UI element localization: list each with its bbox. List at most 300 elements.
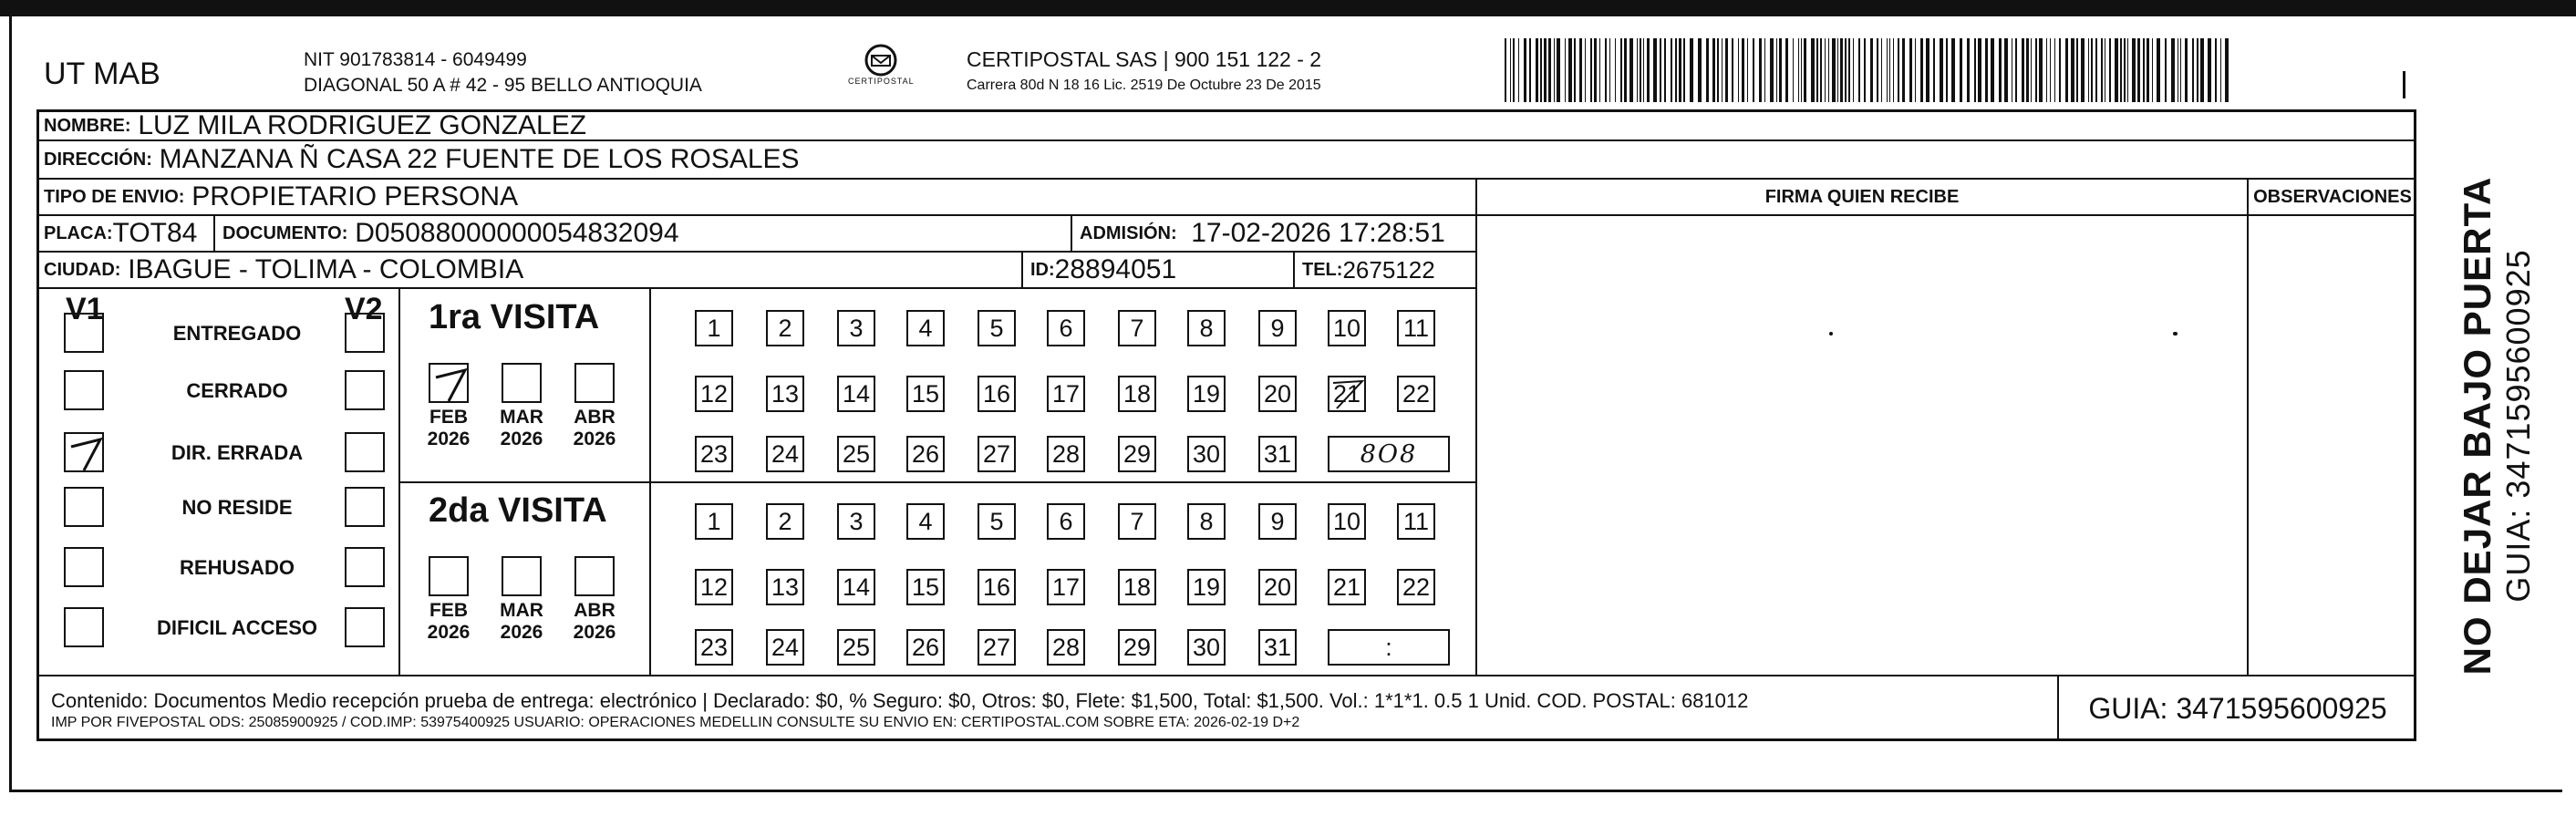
day-number: 6 bbox=[1059, 507, 1073, 535]
v2-checkbox[interactable] bbox=[345, 432, 385, 472]
day-box[interactable] bbox=[1258, 569, 1297, 605]
barcode-bar bbox=[1615, 38, 1616, 102]
day-box[interactable] bbox=[1397, 310, 1435, 346]
barcode-bar bbox=[1647, 38, 1650, 102]
day-number: 25 bbox=[842, 633, 871, 661]
day-number: 27 bbox=[982, 633, 1011, 661]
day-number: 28 bbox=[1051, 439, 1081, 468]
day-box[interactable] bbox=[766, 376, 804, 412]
month-name: ABR bbox=[574, 600, 616, 621]
barcode-bar bbox=[1845, 38, 1847, 102]
row-placa bbox=[36, 216, 1477, 253]
day-number: 24 bbox=[771, 439, 800, 468]
barcode-bar bbox=[1933, 38, 1935, 102]
day-box[interactable] bbox=[906, 629, 945, 666]
day-box[interactable] bbox=[1118, 503, 1156, 540]
day-box[interactable] bbox=[1118, 310, 1156, 346]
barcode-bar bbox=[2081, 38, 2085, 102]
barcode-bar bbox=[1985, 38, 1988, 102]
day-number: 2 bbox=[778, 507, 792, 535]
firma-divider bbox=[1475, 180, 1477, 676]
day-box[interactable] bbox=[1258, 503, 1297, 540]
day-number: 12 bbox=[699, 573, 729, 601]
day-number: 2 bbox=[778, 314, 792, 342]
documento-label: DOCUMENTO: bbox=[222, 222, 348, 243]
month-checkbox[interactable] bbox=[429, 556, 469, 596]
day-number: 31 bbox=[1263, 633, 1292, 661]
row-ciudad bbox=[36, 253, 1477, 289]
side-text bbox=[2456, 176, 2538, 675]
tel-cell bbox=[1295, 253, 1477, 287]
barcode-bar bbox=[1557, 38, 1560, 102]
barcode-bar bbox=[2157, 38, 2160, 102]
check-mark-icon bbox=[430, 365, 471, 405]
row-tipo bbox=[36, 180, 2416, 216]
check-mark-icon bbox=[1329, 377, 1368, 414]
barcode-bar bbox=[2059, 38, 2061, 102]
address-line: DIAGONAL 50 A # 42 - 95 BELLO ANTIOQUIA bbox=[304, 75, 702, 96]
firma-dot bbox=[1829, 332, 1833, 336]
barcode-bar bbox=[1804, 38, 1806, 102]
barcode-bar bbox=[1877, 38, 1878, 102]
month-label bbox=[494, 407, 549, 450]
barcode-bar bbox=[1554, 38, 1555, 102]
barcode-bar bbox=[1738, 38, 1739, 102]
barcode-bar bbox=[1753, 38, 1754, 102]
day-number: 5 bbox=[989, 507, 1004, 535]
day-number: 11 bbox=[1402, 314, 1430, 342]
day-box[interactable] bbox=[1187, 569, 1226, 605]
barcode-bar bbox=[1940, 38, 1943, 102]
barcode-bar bbox=[1548, 38, 1551, 102]
day-box[interactable] bbox=[1328, 376, 1366, 412]
admision-label: ADMISIÓN: bbox=[1080, 222, 1177, 243]
month-checkbox[interactable] bbox=[502, 556, 542, 596]
barcode-bar bbox=[1599, 38, 1600, 102]
nombre-label: NOMBRE: bbox=[44, 115, 131, 136]
observaciones-dot bbox=[2173, 332, 2178, 336]
barcode-bar bbox=[1513, 38, 1515, 102]
status-label: DIFICIL ACCESO bbox=[156, 616, 317, 639]
day-number: 13 bbox=[771, 379, 800, 408]
day-number: 26 bbox=[911, 633, 940, 661]
barcode-bar bbox=[1785, 38, 1788, 102]
day-number: 23 bbox=[699, 633, 729, 661]
barcode-bar bbox=[2220, 38, 2221, 102]
day-box[interactable] bbox=[906, 436, 945, 472]
month-label bbox=[421, 407, 476, 450]
day-number: 11 bbox=[1402, 507, 1430, 535]
v2-checkbox[interactable] bbox=[345, 370, 385, 410]
placa-label: PLACA: bbox=[44, 222, 113, 243]
day-box[interactable] bbox=[1047, 503, 1085, 540]
day-box[interactable] bbox=[695, 629, 733, 666]
barcode-bar bbox=[2215, 38, 2217, 102]
day-number: 29 bbox=[1122, 439, 1152, 468]
day-box[interactable] bbox=[837, 310, 875, 346]
day-number: 1 bbox=[707, 507, 721, 535]
barcode-bar bbox=[1675, 38, 1677, 102]
visit-title: 2da VISITA bbox=[429, 491, 607, 530]
month-name: MAR bbox=[500, 407, 543, 428]
barcode-bar bbox=[1793, 38, 1794, 102]
v2-checkbox[interactable] bbox=[345, 313, 385, 353]
day-number: 1 bbox=[707, 314, 721, 342]
day-box[interactable] bbox=[978, 503, 1016, 540]
day-number: 15 bbox=[911, 573, 940, 601]
day-box[interactable] bbox=[766, 503, 804, 540]
barcode-bar bbox=[1848, 38, 1850, 102]
sender-info bbox=[304, 47, 702, 98]
barcode-bar bbox=[2095, 38, 2097, 102]
day-box[interactable] bbox=[1397, 569, 1435, 605]
admision-value: 17-02-2026 17:28:51 bbox=[1191, 218, 1445, 248]
day-box[interactable] bbox=[695, 569, 733, 605]
day-box[interactable] bbox=[695, 503, 733, 540]
barcode-bar bbox=[2046, 38, 2047, 102]
day-number: 8 bbox=[1199, 507, 1214, 535]
barcode-bar bbox=[1518, 38, 1519, 102]
barcode-bar bbox=[2137, 38, 2140, 102]
barcode-bar bbox=[1637, 38, 1638, 102]
barcode-bar bbox=[2054, 38, 2055, 102]
day-box[interactable] bbox=[1397, 376, 1435, 412]
direccion-label: DIRECCIÓN: bbox=[44, 149, 152, 170]
row-nombre bbox=[36, 112, 2416, 141]
barcode-bar bbox=[1660, 38, 1661, 102]
day-number: 17 bbox=[1051, 379, 1081, 408]
barcode-bar bbox=[1679, 38, 1681, 102]
status-label: NO RESIDE bbox=[181, 496, 293, 519]
barcode-bar bbox=[1801, 38, 1802, 102]
day-box[interactable] bbox=[837, 503, 875, 540]
day-box[interactable] bbox=[1047, 629, 1085, 666]
id-label: ID: bbox=[1030, 259, 1055, 280]
day-box[interactable] bbox=[978, 376, 1016, 412]
barcode-bar bbox=[1840, 38, 1843, 102]
barcode-bar bbox=[2208, 38, 2211, 102]
day-number: 7 bbox=[1130, 507, 1144, 535]
barcode-bar bbox=[2050, 38, 2051, 102]
day-number: 31 bbox=[1263, 439, 1292, 468]
day-box[interactable] bbox=[1118, 436, 1156, 472]
v1-header: V1 bbox=[66, 292, 104, 326]
day-box[interactable] bbox=[1258, 436, 1297, 472]
day-box[interactable] bbox=[1118, 569, 1156, 605]
admision-cell bbox=[1072, 216, 1477, 251]
time-box[interactable] bbox=[1328, 629, 1450, 666]
day-box[interactable] bbox=[1047, 569, 1085, 605]
day-number: 18 bbox=[1122, 573, 1152, 601]
barcode-bar bbox=[1811, 38, 1815, 102]
envelope-logo-icon bbox=[863, 44, 899, 77]
v1-checkbox[interactable] bbox=[64, 370, 104, 410]
month-checkbox[interactable] bbox=[502, 363, 542, 403]
barcode-bar bbox=[2132, 38, 2136, 102]
barcode-bar bbox=[1594, 38, 1597, 102]
barcode-bar bbox=[1671, 38, 1672, 102]
barcode-bar bbox=[1776, 38, 1777, 102]
day-number: 3 bbox=[849, 314, 864, 342]
day-box[interactable] bbox=[978, 310, 1016, 346]
tel-value: 2675122 bbox=[1342, 255, 1435, 284]
month-year: 2026 bbox=[500, 622, 543, 643]
barcode-bar bbox=[1585, 38, 1586, 102]
day-box[interactable] bbox=[978, 569, 1016, 605]
month-year: 2026 bbox=[500, 428, 543, 449]
day-number: 25 bbox=[842, 439, 871, 468]
barcode-bar bbox=[1568, 38, 1572, 102]
day-box[interactable] bbox=[1118, 376, 1156, 412]
barcode-bar bbox=[2088, 38, 2089, 102]
tipo-label: TIPO DE ENVIO: bbox=[44, 186, 185, 207]
obs-divider bbox=[2247, 180, 2249, 676]
day-box[interactable] bbox=[766, 569, 804, 605]
day-box[interactable] bbox=[766, 629, 804, 666]
month-year: 2026 bbox=[427, 428, 471, 449]
day-box[interactable] bbox=[1187, 436, 1226, 472]
side-panel bbox=[2416, 109, 2576, 741]
day-number: 16 bbox=[982, 379, 1011, 408]
month-checkbox[interactable] bbox=[574, 363, 615, 403]
barcode-bar bbox=[1640, 38, 1641, 102]
day-box[interactable] bbox=[837, 436, 875, 472]
top-border bbox=[0, 0, 2576, 16]
day-box[interactable] bbox=[906, 376, 945, 412]
id-cell bbox=[1023, 253, 1295, 287]
day-number: 24 bbox=[771, 633, 800, 661]
route-code: UT MAB bbox=[44, 57, 160, 91]
id-value: 28894051 bbox=[1054, 254, 1177, 284]
barcode-bar bbox=[1529, 38, 1531, 102]
tel-label: TEL: bbox=[1302, 259, 1343, 280]
barcode-bar bbox=[1565, 38, 1566, 102]
day-box[interactable] bbox=[837, 569, 875, 605]
day-box[interactable] bbox=[978, 436, 1016, 472]
day-box[interactable] bbox=[1187, 376, 1226, 412]
barcode-bar bbox=[1946, 38, 1948, 102]
side-guia-text: GUIA: 3471595600925 bbox=[2498, 248, 2537, 603]
direccion-value: MANZANA Ñ CASA 22 FUENTE DE LOS ROSALES bbox=[159, 144, 800, 174]
barcode-bar bbox=[1902, 38, 1905, 102]
day-box[interactable] bbox=[906, 503, 945, 540]
day-number: 21 bbox=[1332, 573, 1361, 601]
carrier-line: CERTIPOSTAL SAS | 900 151 122 - 2 bbox=[967, 47, 1322, 71]
barcode-bar bbox=[1712, 38, 1715, 102]
day-box[interactable] bbox=[1187, 310, 1226, 346]
day-number: 26 bbox=[911, 439, 940, 468]
barcode-bar bbox=[1579, 38, 1582, 102]
barcode-bar bbox=[1536, 38, 1538, 102]
month-label bbox=[567, 600, 622, 644]
barcode-bar bbox=[1798, 38, 1799, 102]
day-box[interactable] bbox=[1328, 310, 1366, 346]
barcode-bar bbox=[1524, 38, 1526, 102]
day-number: 4 bbox=[918, 314, 933, 342]
month-name: MAR bbox=[500, 600, 543, 621]
day-number: 10 bbox=[1332, 507, 1361, 535]
barcode-bar bbox=[2120, 38, 2122, 102]
barcode-bar bbox=[2091, 38, 2093, 102]
day-box[interactable] bbox=[695, 310, 733, 346]
barcode-bar bbox=[2031, 38, 2032, 102]
barcode-bar bbox=[1605, 38, 1607, 102]
day-number: 22 bbox=[1402, 379, 1431, 408]
barcode-bar bbox=[2076, 38, 2078, 102]
barcode-bar bbox=[1643, 38, 1644, 102]
barcode-bar bbox=[1999, 38, 2002, 102]
barcode-bar bbox=[1864, 38, 1866, 102]
month-checkbox[interactable] bbox=[574, 556, 615, 596]
day-box[interactable] bbox=[906, 569, 945, 605]
month-name: FEB bbox=[429, 407, 468, 428]
day-number: 15 bbox=[911, 379, 940, 408]
day-box[interactable] bbox=[1397, 503, 1435, 540]
logo-text: CERTIPOSTAL bbox=[848, 77, 915, 86]
ciudad-label: CIUDAD: bbox=[44, 259, 121, 280]
day-box[interactable] bbox=[1047, 376, 1085, 412]
barcode-bar bbox=[1825, 38, 1826, 102]
barcode-bar bbox=[2124, 38, 2126, 102]
month-year: 2026 bbox=[573, 428, 616, 449]
day-number: 30 bbox=[1192, 439, 1221, 468]
barcode-bar bbox=[2127, 38, 2128, 102]
month-label bbox=[567, 407, 622, 450]
v2-checkbox[interactable] bbox=[345, 487, 385, 527]
barcode-bar bbox=[1893, 38, 1894, 102]
barcode-bar bbox=[2152, 38, 2153, 102]
day-number: 18 bbox=[1122, 379, 1152, 408]
barcode-bar bbox=[1722, 38, 1723, 102]
v2-checkbox[interactable] bbox=[345, 607, 385, 647]
day-box[interactable] bbox=[906, 310, 945, 346]
barcode-bar bbox=[2115, 38, 2118, 102]
barcode-bar bbox=[1960, 38, 1962, 102]
barcode-bar bbox=[1837, 38, 1838, 102]
v1-checkbox[interactable] bbox=[64, 313, 104, 353]
left-edge bbox=[9, 16, 12, 791]
barcode-bar bbox=[1590, 38, 1592, 102]
check-mark-icon bbox=[66, 434, 106, 474]
day-number: 20 bbox=[1263, 573, 1292, 601]
barcode-bar bbox=[1820, 38, 1822, 102]
ciudad-cell bbox=[36, 253, 1023, 287]
visit-divider bbox=[398, 481, 1475, 483]
barcode-bar bbox=[1725, 38, 1728, 102]
barcode-bar bbox=[1609, 38, 1610, 102]
day-number: 27 bbox=[982, 439, 1011, 468]
barcode-bar bbox=[1870, 38, 1873, 102]
barcode-bar bbox=[1951, 38, 1955, 102]
day-number: 3 bbox=[849, 507, 864, 535]
day-number: 19 bbox=[1192, 379, 1221, 408]
barcode-bar bbox=[1915, 38, 1916, 102]
status-label: ENTREGADO bbox=[172, 322, 302, 345]
month-name: FEB bbox=[429, 600, 468, 621]
barcode-bar bbox=[1881, 38, 1882, 102]
observaciones-header: OBSERVACIONES bbox=[2253, 186, 2412, 207]
day-box[interactable] bbox=[1258, 376, 1297, 412]
barcode-bar bbox=[2071, 38, 2074, 102]
month-year: 2026 bbox=[427, 622, 471, 643]
v2-checkbox[interactable] bbox=[345, 547, 385, 587]
day-box[interactable] bbox=[1258, 310, 1297, 346]
barcode-bar bbox=[1898, 38, 1899, 102]
day-number: 23 bbox=[699, 439, 729, 468]
day-box[interactable] bbox=[766, 436, 804, 472]
status-label: DIR. ERRADA bbox=[171, 441, 304, 464]
barcode-bar bbox=[1683, 38, 1685, 102]
barcode-bar bbox=[1624, 38, 1627, 102]
day-box[interactable] bbox=[1187, 629, 1226, 666]
day-number: 10 bbox=[1332, 314, 1361, 342]
v1-checkbox[interactable] bbox=[64, 547, 104, 587]
barcode-bar bbox=[2200, 38, 2204, 102]
day-number: 22 bbox=[1402, 573, 1431, 601]
day-box[interactable] bbox=[1258, 629, 1297, 666]
bottom-edge bbox=[9, 790, 2562, 792]
barcode-bar bbox=[1779, 38, 1782, 102]
barcode-bar bbox=[2004, 38, 2008, 102]
day-number: 6 bbox=[1059, 314, 1073, 342]
time-box[interactable] bbox=[1328, 436, 1450, 472]
day-number: 7 bbox=[1130, 314, 1144, 342]
day-number: 12 bbox=[699, 379, 729, 408]
placa-cell bbox=[36, 216, 215, 251]
barcode-bar bbox=[1653, 38, 1657, 102]
day-box[interactable] bbox=[695, 436, 733, 472]
barcode-bar bbox=[2171, 38, 2175, 102]
day-box[interactable] bbox=[695, 376, 733, 412]
company-logo bbox=[848, 44, 914, 86]
v1-checkbox[interactable] bbox=[64, 487, 104, 527]
day-box[interactable] bbox=[766, 310, 804, 346]
day-number: 8 bbox=[1199, 314, 1214, 342]
guia-number: GUIA: 3471595600925 bbox=[2057, 676, 2416, 741]
day-box[interactable] bbox=[1118, 629, 1156, 666]
barcode-bar bbox=[1620, 38, 1622, 102]
v1-checkbox[interactable] bbox=[64, 607, 104, 647]
barcode-bar bbox=[2035, 38, 2037, 102]
placa-value: TOT84 bbox=[112, 218, 198, 248]
barcode-bar bbox=[1770, 38, 1774, 102]
day-box[interactable] bbox=[837, 376, 875, 412]
carrier-info bbox=[967, 47, 1321, 94]
day-box[interactable] bbox=[1047, 436, 1085, 472]
no-dejar-text: NO DEJAR BAJO PUERTA bbox=[2455, 176, 2498, 675]
day-box[interactable] bbox=[1187, 503, 1226, 540]
carrier-license: Carrera 80d N 18 16 Lic. 2519 De Octubre 23 De 2015 bbox=[967, 77, 1321, 93]
day-box[interactable] bbox=[978, 629, 1016, 666]
day-box[interactable] bbox=[1328, 503, 1366, 540]
documento-cell bbox=[215, 216, 1072, 251]
day-box[interactable] bbox=[837, 629, 875, 666]
day-number: 28 bbox=[1051, 633, 1081, 661]
day-box[interactable] bbox=[1328, 569, 1366, 605]
barcode-bar bbox=[1978, 38, 1981, 102]
barcode-bar bbox=[1853, 38, 1854, 102]
barcode-bar bbox=[2143, 38, 2145, 102]
day-number: 20 bbox=[1263, 379, 1292, 408]
day-number: 13 bbox=[771, 573, 800, 601]
v2-header: V2 bbox=[345, 292, 383, 326]
v1-checkbox[interactable] bbox=[64, 432, 104, 472]
barcode-bar bbox=[2022, 38, 2024, 102]
contenido-line: Contenido: Documentos Medio recepción prueba de entrega: electrónico | Declarado: $0, % Seguro: $0, Otros: $0, Flete: $1,500, Total: $1,500. Vol.: 1*1*1. 0.5 1 Unid. COD. POSTAL: 681012 bbox=[51, 689, 1749, 712]
barcode-bar bbox=[1510, 38, 1511, 102]
month-checkbox[interactable] bbox=[429, 363, 469, 403]
day-box[interactable] bbox=[1047, 310, 1085, 346]
